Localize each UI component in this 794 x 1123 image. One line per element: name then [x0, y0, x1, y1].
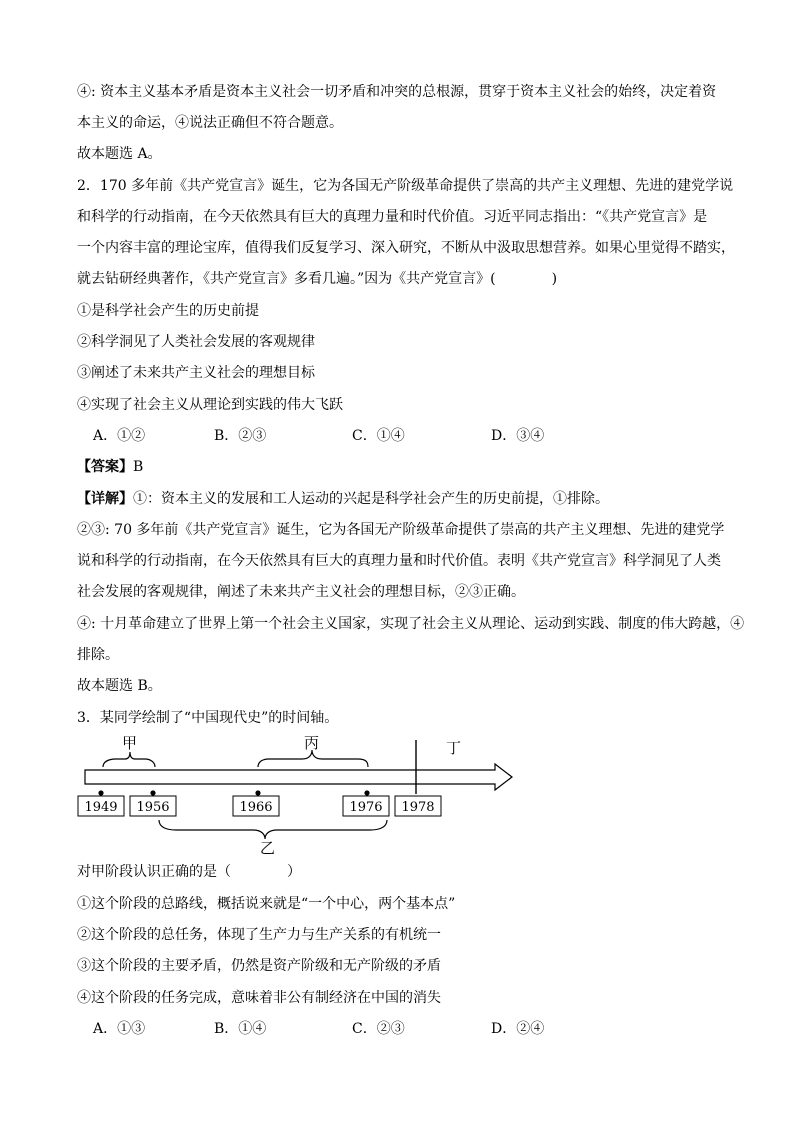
q2-statement-3: ③阐述了未来共产主义社会的理想目标	[77, 365, 315, 381]
q3-statement-3: ③这个阶段的主要矛盾，仍然是资产阶级和无产阶级的矛盾	[77, 958, 441, 974]
year-1956: 1956	[136, 800, 170, 815]
q2-stem-line-3: 一个内容丰富的理论宝库，值得我们反复学习、深入研究，不断从中汲取思想营养。如果心里觉得不踏实，	[77, 240, 735, 256]
q2-detail-line-2: ②③: 70 多年前《共产党宣言》诞生，它为各国无产阶级革命提供了崇高的共产主义理想、先进的建党学	[77, 522, 725, 538]
q2-detail-line-3: 说和科学的行动指南，在今天依然具有巨大的真理力量和时代价值。表明《共产党宣言》科学洞见了人类	[77, 553, 721, 569]
q3-statement-4: ④这个阶段的任务完成，意味着非公有制经济在中国的消失	[77, 990, 441, 1006]
q1-analysis-line-1: ④: 资本主义基本矛盾是资本主义社会一切矛盾和冲突的总根源，贯穿于资本主义社会的始终，决定着资	[77, 84, 717, 100]
year-1949: 1949	[84, 800, 118, 815]
q2-option-d: D．③④	[491, 428, 545, 444]
q2-statement-2: ②科学洞见了人类社会发展的客观规律	[77, 334, 315, 350]
label-yi: 乙	[260, 839, 276, 856]
q3-option-c: C．②③	[352, 1021, 405, 1037]
q2-stem-line-4: 就去钻研经典著作，《共产党宣言》多看几遍。”因为《共产党宣言》( )	[77, 271, 558, 287]
q2-option-b: B．②③	[214, 428, 267, 444]
q1-conclusion: 故本题选 A。	[77, 146, 162, 162]
timeline-diagram	[70, 726, 530, 856]
q2-detail-line-1	[77, 489, 609, 509]
q3-stem: 3．某同学绘制了“中国现代史”的时间轴。	[77, 710, 339, 726]
year-1978: 1978	[401, 800, 435, 815]
detail-label: 【详解】	[77, 491, 133, 507]
dot-1949	[98, 790, 103, 795]
q2-option-a: A．①②	[93, 428, 146, 444]
q1-analysis-line-2: 本主义的命运，④说法正确但不符合题意。	[77, 115, 343, 131]
brace-yi	[159, 820, 387, 839]
q2-answer	[77, 457, 143, 477]
dot-1956	[150, 790, 155, 795]
q2-option-c: C．①④	[352, 428, 405, 444]
label-ding: 丁	[446, 739, 462, 757]
answer-label: 【答案】	[77, 459, 133, 475]
q2-detail-line-5: ④: 十月革命建立了世界上第一个社会主义国家，实现了社会主义从理论、运动到实践、制度的伟大跨越，④	[77, 616, 745, 632]
q3-statement-2: ②这个阶段的总任务，体现了生产力与生产关系的有机统一	[77, 927, 441, 943]
q2-stem-line-1: 2．170 多年前《共产党宣言》诞生，它为各国无产阶级革命提供了崇高的共产主义理想、先进的建党学说	[77, 178, 734, 194]
dot-1966	[255, 790, 260, 795]
q2-statement-4: ④实现了社会主义从理论到实践的伟大飞跃	[77, 397, 343, 413]
q3-option-a: A．①③	[93, 1021, 146, 1037]
q3-statement-1: ①这个阶段的总路线，概括说来就是“一个中心，两个基本点”	[77, 896, 456, 912]
year-1966: 1966	[239, 800, 273, 815]
label-jia: 甲	[122, 734, 138, 752]
q3-option-d: D．②④	[491, 1021, 545, 1037]
label-bing: 丙	[304, 734, 320, 752]
answer-value: B	[133, 459, 144, 475]
dot-1976	[364, 790, 369, 795]
q2-detail-line-6: 排除。	[77, 647, 119, 663]
q2-statement-1: ①是科学社会产生的历史前提	[77, 303, 259, 319]
q3-question: 对甲阶段认识正确的是（ ）	[77, 864, 301, 880]
detail-text: ①：资本主义的发展和工人运动的兴起是科学社会产生的历史前提，①排除。	[133, 491, 609, 507]
timeline-arrow	[85, 764, 512, 790]
q3-option-b: B．①④	[214, 1021, 267, 1037]
brace-bing	[258, 750, 368, 767]
q2-conclusion: 故本题选 B。	[77, 678, 162, 694]
year-1976: 1976	[349, 800, 383, 815]
q2-detail-line-4: 社会发展的客观规律，阐述了未来共产主义社会的理想目标，②③正确。	[77, 584, 525, 600]
q2-stem-line-2: 和科学的行动指南，在今天依然具有巨大的真理力量和时代价值。习近平同志指出：“《共产党宣言》是	[77, 209, 708, 225]
brace-jia	[103, 752, 155, 767]
